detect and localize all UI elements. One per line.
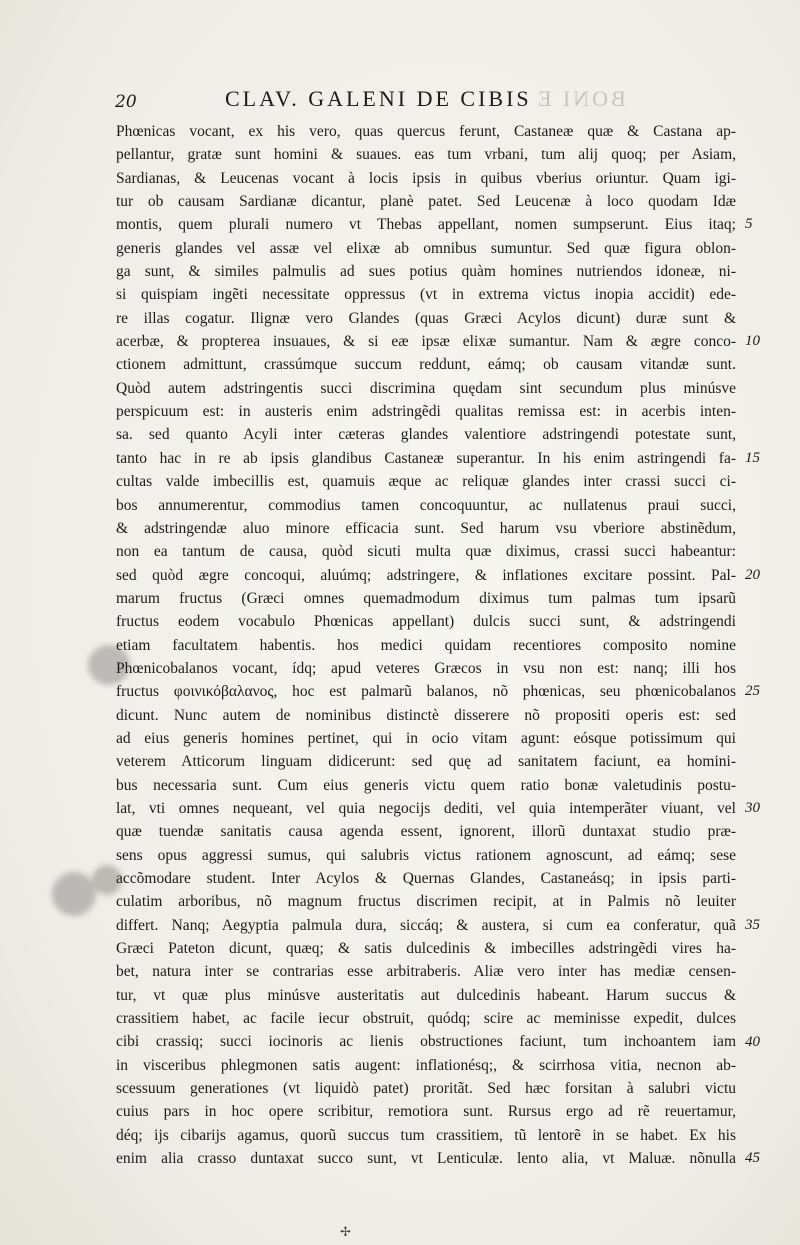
text-line: accõmodare student. Inter Acylos & Quernas Glandes, Castaneásq; in ipsis parti-	[116, 870, 736, 887]
text-line: dicunt. Nunc autem de nominibus distinctè disserere nõ propositi operis est: sed	[116, 706, 736, 724]
body-text	[116, 120, 736, 1170]
bleed-through-text: BONI E	[535, 86, 626, 111]
text-line: sa. sed quanto Acyli inter cæteras glandes valentiore adstringendi potestate sunt,	[116, 426, 736, 444]
text-line: tur ob causam Sardianæ dicantur, planè patet. Sed Leucenæ à loco quodam Idæ	[116, 193, 736, 211]
line-number: 10	[745, 333, 760, 350]
page-header	[115, 86, 745, 116]
text-line: bet, natura inter se contrarias esse arbitraberis. Aliæ vero inter has mediæ censen-	[116, 963, 736, 981]
text-line: ga sunt, & similes palmulis ad sues potius quàm homines nutriendos idoneæ, ni-	[116, 263, 736, 281]
text-line: montis, quem plurali numero vt Thebas appellant, nomen sumpserunt. Eius itaq;	[116, 216, 736, 234]
text-line: in visceribus phlegmonen satis augent: inflationésq;, & scirrhosa vitia, necnon ab-	[116, 1056, 736, 1074]
text-line: veterem Atticorum linguam didicerunt: sed quę ad sanitatem faciunt, ea homini-	[116, 753, 736, 771]
text-line: bus necessaria sunt. Cum eius generis victu quem ratio bonæ valetudinis postu-	[116, 776, 736, 794]
text-line: culatim arboribus, nõ magnum fructus discrimen recipit, at in Palmis nõ leuiter	[116, 893, 736, 911]
text-line: Quòd autem adstringentis succi discrimina quędam sint secundum plus minúsve	[116, 379, 736, 397]
text-line: ad eius generis homines pertinet, qui in ocio vitam agunt: eósque potissimum qui	[116, 729, 736, 747]
text-line: acerbæ, & propterea insuaues, & si eæ ipsæ elixæ sumantur. Nam & ægre conco-	[116, 333, 736, 351]
text-line: fructus φοινικόβαλανος, hoc est palmarũ balanos, nõ phœnicas, seu phœnicobalanos	[116, 683, 736, 701]
text-line: tur, vt quæ plus minúsve austeritatis aut dulcedinis habeant. Harum succus &	[116, 986, 736, 1004]
text-line: Phœnicobalanos vocant, ídq; apud veteres Græcos in vsu non est: nanq; illi hos	[116, 659, 736, 677]
text-line: tanto hac in re ab ipsis glandibus Castaneæ superantur. In his enim astringendi fa-	[116, 449, 736, 467]
text-line: & adstringendæ aluo minore efficacia sunt. Sed harum vsu vberiore abstinẽdum,	[116, 519, 736, 537]
text-line: marum fructus (Græci omnes quemadmodum diximus tum palmas tum ipsarũ	[116, 589, 736, 607]
text-line: cuius pars in hoc opere scribitur, remotiora sunt. Rursus ergo ad rẽ reuertamur,	[116, 1103, 736, 1121]
line-number: 5	[745, 216, 753, 233]
running-head: CLAV. GALENI DE CIBIS	[225, 86, 532, 111]
line-number: 30	[745, 800, 760, 817]
text-line: Phœnicas vocant, ex his vero, quas quercus ferunt, Castaneæ quæ & Castana ap-	[116, 123, 736, 140]
text-line: bos annumerentur, commodius tamen concoquuntur, ac nullatenus praui succi,	[116, 496, 736, 514]
text-line: non ea tantum de causa, quòd sicuti multa quæ diximus, crassi succi habeantur:	[116, 543, 736, 561]
text-line: cibi crassiq; succi iocinoris ac lienis obstructiones faciunt, tum inchoantem iam	[116, 1033, 736, 1051]
text-line: sed quòd ægre concoqui, aluúmq; adstringere, & inflationes excitare possint. Pal-	[116, 566, 736, 584]
text-line: generis glandes vel assæ vel elixæ ab omnibus sumuntur. Sed quæ figura oblon-	[116, 239, 736, 257]
line-number: 40	[745, 1033, 760, 1050]
text-line: re illas cogatur. Ilignæ vero Glandes (quas Græci Acylos dicunt) duræ sunt &	[116, 309, 736, 327]
text-line: si quispiam ingẽti necessitate oppressus (vt in extrema victus inopia accidit) ede-	[116, 286, 736, 304]
text-line: Græci Pateton dicunt, quæq; & satis dulcedinis & imbecilles adstringẽdi vires ha-	[116, 940, 736, 958]
line-number: 20	[745, 566, 760, 583]
text-line: scessuum generationes (vt liquidò patet) proritãt. Sed hæc forsitan à salubri victu	[116, 1080, 736, 1098]
folio-number: 20	[115, 92, 137, 112]
text-line: quæ tuendæ sanitatis causa agenda essent, ignorent, illorũ duntaxat studio præ-	[116, 823, 736, 841]
text-line: pellantur, gratæ sunt homini & suaues. eas tum vrbani, tum alij quoq; per Asiam,	[116, 146, 736, 164]
line-number: 35	[745, 916, 760, 933]
line-number: 15	[745, 449, 760, 466]
text-line: enim alia crasso duntaxat succo sunt, vt Lenticulæ. lento alia, vt Maluæ. nõnulla	[116, 1150, 736, 1168]
text-line: cultas valde imbecillis est, quamuis æque ac reliquæ glandes inter crassi succi ci-	[116, 473, 736, 491]
text-line: fructus eodem vocabulo Phœnicas appellant) dulcis succi sunt, & adstringendi	[116, 613, 736, 631]
text-line: déq; ijs cibarijs agamus, quorũ succus tum crassitiem, tũ lentorẽ in se habet. Ex his	[116, 1126, 736, 1144]
text-line: perspicuum est: in austeris enim adstringẽdi qualitas remissa est: in acerbis inten-	[116, 403, 736, 421]
line-number: 25	[745, 683, 760, 700]
text-line: sens opus aggressi sumus, qui salubris victus rationem agnoscunt, ad eámq; sese	[116, 846, 736, 864]
text-line: etiam facultatem habentis. hos medici quidam recentiores composito nomine	[116, 636, 736, 654]
line-number: 45	[745, 1150, 760, 1167]
text-line: Sardianas, & Leucenas vocant à locis ipsis in quibus vberius oriuntur. Quam igi-	[116, 169, 736, 187]
text-line: lat, vti omnes nequeant, vel quia negocijs dediti, vel quia intemperãter viuant, vel	[116, 799, 736, 817]
ink-stain	[52, 872, 96, 916]
text-line: differt. Nanq; Aegyptia palmula dura, siccáq; & austera, si cum ea conferatur, quã	[116, 916, 736, 934]
text-line: ctionem admittunt, crassúmque succum reddunt, eámq; ob causam vitandæ sunt.	[116, 356, 736, 374]
ornament-mark: ✢	[340, 1225, 351, 1240]
text-line: crassitiem habet, ac facile iecur obstruit, quódq; scire ac meminisse expedit, dulces	[116, 1010, 736, 1028]
